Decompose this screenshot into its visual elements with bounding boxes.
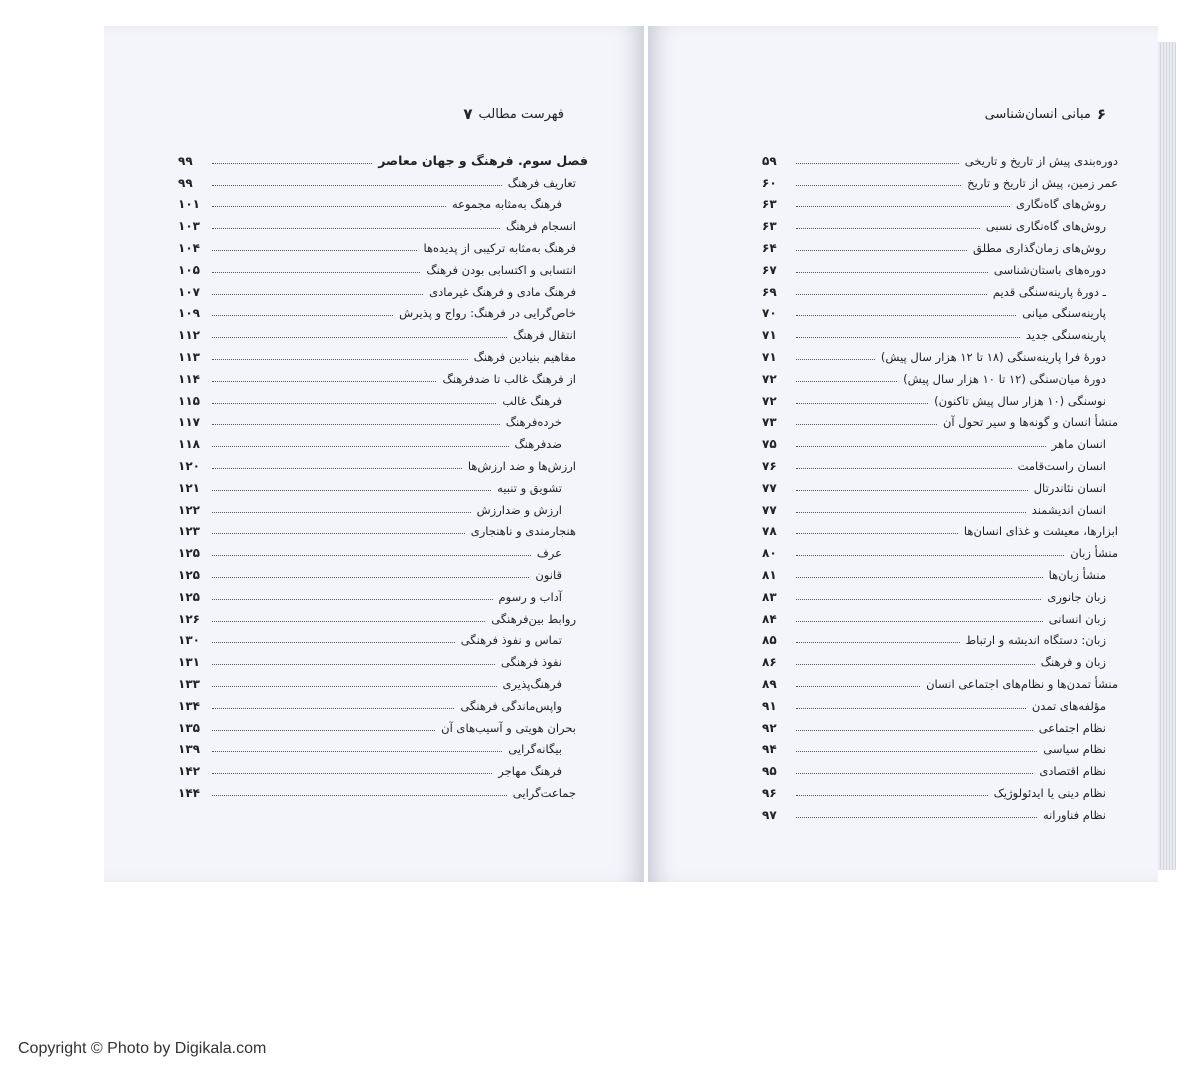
toc-entry-title: جماعت‌گرایی <box>512 785 576 800</box>
toc-entry <box>762 451 1118 473</box>
toc-entry <box>178 211 588 233</box>
header-title: فهرست مطالب <box>478 106 564 122</box>
dot-leader <box>212 533 465 534</box>
toc-entry-page: ۱۲۵ <box>178 546 200 561</box>
dot-leader <box>212 686 497 687</box>
toc-entry-page: ۱۳۹ <box>178 742 200 757</box>
toc-entry-title: ضدفرهنگ <box>514 437 562 452</box>
toc-entry <box>762 691 1118 713</box>
toc-entry-page: ۱۳۴ <box>178 698 200 713</box>
toc-entry-title: فرهنگ مهاجر <box>498 764 562 779</box>
toc-entry <box>762 386 1118 408</box>
toc-entry-title: خرده‌فرهنگ <box>505 415 562 430</box>
toc-entry <box>178 560 588 582</box>
dot-leader <box>796 381 897 382</box>
dot-leader <box>212 337 507 338</box>
toc-entry <box>178 451 588 473</box>
dot-leader <box>212 795 507 796</box>
toc-entry <box>762 255 1118 277</box>
toc-entry-page: ۱۱۳ <box>178 349 200 364</box>
toc-entry-page: ۹۲ <box>762 720 777 735</box>
toc-entry <box>762 560 1118 582</box>
page-edges <box>1158 42 1176 870</box>
toc-entry-title: زبان جانوری <box>1047 589 1106 604</box>
toc-entry-page: ۷۶ <box>762 458 777 473</box>
toc-entry-title: تعاریف فرهنگ <box>507 175 576 190</box>
toc-entry <box>178 604 588 626</box>
dot-leader <box>212 359 468 360</box>
toc-entry-page: ۷۲ <box>762 371 777 386</box>
toc-entry <box>762 473 1118 495</box>
table-of-contents <box>178 146 588 800</box>
page-header <box>463 104 564 124</box>
toc-entry-title: عمر زمین، پیش از تاریخ و تاریخ <box>967 175 1118 190</box>
dot-leader <box>796 642 960 643</box>
toc-entry <box>762 211 1118 233</box>
toc-entry <box>762 713 1118 735</box>
dot-leader <box>212 642 455 643</box>
toc-entry-title: نظام اقتصادی <box>1039 764 1106 779</box>
dot-leader <box>796 272 988 273</box>
toc-entry-page: ۱۴۴ <box>178 785 200 800</box>
dot-leader <box>212 228 500 229</box>
toc-entry <box>762 277 1118 299</box>
toc-entry <box>762 647 1118 669</box>
toc-entry-page: ۱۲۵ <box>178 567 200 582</box>
toc-entry-title: روابط بین‌فرهنگی <box>491 611 576 626</box>
toc-entry <box>762 190 1118 212</box>
dot-leader <box>796 599 1041 600</box>
page-header <box>985 104 1106 124</box>
toc-entry-title: تشویق و تنبیه <box>497 480 562 495</box>
toc-entry <box>762 342 1118 364</box>
toc-entry <box>762 299 1118 321</box>
toc-entry-page: ۱۰۵ <box>178 262 200 277</box>
toc-entry-page: ۹۹ <box>178 175 193 190</box>
toc-entry <box>178 778 588 800</box>
dot-leader <box>796 446 1046 447</box>
toc-entry-title: پارینه‌سنگی میانی <box>1022 306 1106 321</box>
toc-entry-page: ۱۰۳ <box>178 219 200 234</box>
dot-leader <box>212 664 495 665</box>
toc-entry-page: ۹۵ <box>762 764 777 779</box>
dot-leader <box>212 424 500 425</box>
toc-entry <box>178 255 588 277</box>
table-of-contents <box>762 146 1118 822</box>
toc-entry-title: انتقال فرهنگ <box>513 328 576 343</box>
page-number: ۷ <box>463 105 473 123</box>
toc-entry-title: انسان ماهر <box>1051 437 1106 452</box>
toc-entry-page: ۶۴ <box>762 240 777 255</box>
header-title: مبانی انسان‌شناسی <box>984 106 1091 122</box>
dot-leader <box>796 555 1064 556</box>
toc-entry-title: روش‌های گاه‌نگاری نسبی <box>985 219 1106 234</box>
toc-entry-page: ۹۹ <box>178 153 193 168</box>
dot-leader <box>796 577 1043 578</box>
right-page <box>648 26 1158 882</box>
toc-entry-page: ۱۲۰ <box>178 458 200 473</box>
toc-entry-title: ارزش‌ها و ضد ارزش‌ها <box>467 458 576 473</box>
toc-entry-title: بحران هویتی و آسیب‌های آن <box>441 720 576 735</box>
dot-leader <box>212 577 529 578</box>
toc-entry <box>178 647 588 669</box>
toc-entry-page: ۱۴۲ <box>178 764 200 779</box>
dot-leader <box>796 468 1012 469</box>
toc-entry-page: ۱۳۰ <box>178 633 200 648</box>
toc-entry-title: زبان: دستگاه اندیشه و ارتباط <box>965 633 1106 648</box>
dot-leader <box>796 817 1037 818</box>
dot-leader <box>212 446 509 447</box>
toc-entry <box>762 538 1118 560</box>
toc-entry-page: ۷۰ <box>762 306 777 321</box>
toc-entry <box>178 582 588 604</box>
toc-entry-title: نظام سیاسی <box>1043 742 1106 757</box>
toc-entry <box>178 517 588 539</box>
dot-leader <box>212 555 531 556</box>
toc-entry-title: انتسابی و اکتسابی بودن فرهنگ <box>426 262 576 277</box>
toc-entry <box>762 233 1118 255</box>
toc-entry <box>762 604 1118 626</box>
toc-entry <box>762 582 1118 604</box>
toc-entry-title: انسجام فرهنگ <box>505 219 576 234</box>
dot-leader <box>796 163 959 164</box>
toc-entry <box>762 168 1118 190</box>
toc-entry-title: نفوذ فرهنگی <box>500 655 562 670</box>
toc-entry-title: دوره‌بندی پیش از تاریخ و تاریخی <box>964 153 1118 168</box>
toc-entry-title: نظام فناورانه <box>1042 807 1106 822</box>
toc-entry <box>178 691 588 713</box>
dot-leader <box>796 490 1028 491</box>
dot-leader <box>212 206 446 207</box>
toc-entry-title: نوسنگی (۱۰ هزار سال پیش تاکنون) <box>934 393 1106 408</box>
toc-entry <box>178 233 588 255</box>
toc-entry-title: روش‌های گاه‌نگاری <box>1016 197 1106 212</box>
dot-leader <box>796 533 958 534</box>
dot-leader <box>796 337 1020 338</box>
toc-entry-page: ۶۹ <box>762 284 777 299</box>
toc-entry-title: فرهنگ به‌مثابه ترکیبی از پدیده‌ها <box>423 240 576 255</box>
toc-entry-page: ۱۱۷ <box>178 415 200 430</box>
dot-leader <box>796 185 961 186</box>
toc-entry <box>178 320 588 342</box>
toc-entry-title: نظام دینی یا ایدئولوژیک <box>993 785 1106 800</box>
toc-entry-page: ۸۵ <box>762 633 777 648</box>
toc-entry-page: ۷۳ <box>762 415 777 430</box>
toc-entry <box>762 669 1118 691</box>
toc-entry-title: دورهٔ فرا پارینه‌سنگی (۱۸ تا ۱۲ هزار سال پیش) <box>880 349 1106 364</box>
toc-entry <box>178 146 588 168</box>
toc-entry-page: ۹۴ <box>762 742 777 757</box>
toc-entry-page: ۱۰۹ <box>178 306 200 321</box>
page-number: ۶ <box>1096 105 1106 123</box>
toc-entry-title: تماس و نفوذ فرهنگی <box>460 633 562 648</box>
toc-entry <box>762 735 1118 757</box>
toc-entry-title: بیگانه‌گرایی <box>508 742 562 757</box>
toc-entry-page: ۱۱۵ <box>178 393 200 408</box>
toc-entry-title: نظام اجتماعی <box>1038 720 1106 735</box>
toc-entry <box>762 800 1118 822</box>
toc-entry-title: ابزارها، معیشت و غذای انسان‌ها <box>963 524 1118 539</box>
toc-entry-title: فصل سوم. فرهنگ و جهان معاصر <box>378 152 588 168</box>
toc-entry <box>178 429 588 451</box>
toc-entry-page: ۵۹ <box>762 153 777 168</box>
toc-entry-page: ۷۲ <box>762 393 777 408</box>
toc-entry-page: ۱۲۱ <box>178 480 200 495</box>
toc-entry <box>762 320 1118 342</box>
toc-entry <box>762 495 1118 517</box>
toc-entry-page: ۹۶ <box>762 785 777 800</box>
toc-entry <box>762 364 1118 386</box>
toc-entry <box>178 342 588 364</box>
dot-leader <box>212 512 471 513</box>
toc-entry-title: مؤلفه‌های تمدن <box>1031 698 1106 713</box>
toc-entry-page: ۸۱ <box>762 567 777 582</box>
toc-entry <box>178 473 588 495</box>
dot-leader <box>212 272 420 273</box>
toc-entry <box>178 713 588 735</box>
toc-entry <box>762 778 1118 800</box>
dot-leader <box>212 403 496 404</box>
toc-entry-title: ـ دورهٔ پارینه‌سنگی قدیم <box>992 284 1106 299</box>
toc-entry-page: ۱۲۶ <box>178 611 200 626</box>
dot-leader <box>796 250 967 251</box>
toc-entry-page: ۱۱۸ <box>178 437 200 452</box>
toc-entry <box>178 669 588 691</box>
toc-entry-title: منشأ زبان‌ها <box>1048 567 1106 582</box>
toc-entry-title: قانون <box>535 567 562 582</box>
toc-entry-page: ۱۱۲ <box>178 328 200 343</box>
dot-leader <box>796 686 920 687</box>
toc-entry <box>762 429 1118 451</box>
dot-leader <box>212 185 502 186</box>
toc-entry <box>178 190 588 212</box>
toc-entry <box>178 168 588 190</box>
dot-leader <box>212 381 436 382</box>
toc-entry-page: ۹۷ <box>762 807 777 822</box>
dot-leader <box>796 206 1010 207</box>
toc-entry <box>762 756 1118 778</box>
toc-entry-page: ۱۰۱ <box>178 197 200 212</box>
toc-entry <box>178 364 588 386</box>
toc-entry-page: ۱۳۳ <box>178 676 200 691</box>
dot-leader <box>212 751 502 752</box>
toc-entry-page: ۱۰۷ <box>178 284 200 299</box>
dot-leader <box>796 403 928 404</box>
toc-entry-title: انسان نئاندرتال <box>1033 480 1106 495</box>
toc-entry-title: از فرهنگ غالب تا ضدفرهنگ <box>442 371 576 386</box>
toc-entry-title: منشأ تمدن‌ها و نظام‌های اجتماعی انسان <box>926 676 1118 691</box>
dot-leader <box>796 621 1043 622</box>
toc-entry-page: ۱۱۴ <box>178 371 200 386</box>
toc-entry-title: زبان و فرهنگ <box>1040 655 1106 670</box>
toc-entry-page: ۱۲۵ <box>178 589 200 604</box>
toc-entry-page: ۸۳ <box>762 589 777 604</box>
toc-entry <box>762 626 1118 648</box>
toc-entry-page: ۶۰ <box>762 175 777 190</box>
toc-entry-title: واپس‌ماندگی فرهنگی <box>460 698 562 713</box>
dot-leader <box>212 730 435 731</box>
toc-entry-page: ۷۵ <box>762 437 777 452</box>
left-page <box>104 26 644 882</box>
toc-entry-title: منشأ زبان <box>1070 546 1118 561</box>
toc-entry-page: ۸۶ <box>762 655 777 670</box>
toc-entry-page: ۷۸ <box>762 524 777 539</box>
toc-entry-title: پارینه‌سنگی جدید <box>1025 328 1106 343</box>
dot-leader <box>212 773 492 774</box>
open-book <box>104 26 1184 886</box>
toc-entry-title: مفاهیم بنیادین فرهنگ <box>473 349 576 364</box>
toc-entry <box>178 756 588 778</box>
toc-entry-title: هنجارمندی و ناهنجاری <box>470 524 576 539</box>
toc-entry-page: ۸۰ <box>762 546 777 561</box>
copyright-watermark: Copyright © Photo by Digikala.com <box>18 1040 267 1057</box>
toc-entry-title: فرهنگ‌پذیری <box>502 676 562 691</box>
toc-entry <box>178 408 588 430</box>
dot-leader <box>212 250 417 251</box>
dot-leader <box>796 773 1033 774</box>
toc-entry <box>762 517 1118 539</box>
toc-entry-page: ۸۹ <box>762 676 777 691</box>
toc-entry-title: فرهنگ غالب <box>502 393 562 408</box>
toc-entry-page: ۶۳ <box>762 219 777 234</box>
toc-entry-page: ۹۱ <box>762 698 777 713</box>
dot-leader <box>796 424 937 425</box>
dot-leader <box>796 708 1026 709</box>
dot-leader <box>796 294 987 295</box>
toc-entry-page: ۷۷ <box>762 502 777 517</box>
dot-leader <box>796 512 1026 513</box>
dot-leader <box>212 294 423 295</box>
toc-entry-page: ۱۲۲ <box>178 502 200 517</box>
toc-entry-page: ۱۲۳ <box>178 524 200 539</box>
toc-entry <box>178 495 588 517</box>
toc-entry-title: دورهٔ میان‌سنگی (۱۲ تا ۱۰ هزار سال پیش) <box>903 371 1106 386</box>
toc-entry <box>178 538 588 560</box>
toc-entry-title: روش‌های زمان‌گذاری مطلق <box>973 240 1106 255</box>
toc-entry <box>762 146 1118 168</box>
toc-entry-title: فرهنگ مادی و فرهنگ غیرمادی <box>429 284 576 299</box>
dot-leader <box>212 599 493 600</box>
toc-entry-page: ۷۱ <box>762 328 777 343</box>
toc-entry <box>178 735 588 757</box>
toc-entry-title: دوره‌های باستان‌شناسی <box>993 262 1106 277</box>
toc-entry-page: ۷۱ <box>762 349 777 364</box>
toc-entry <box>178 299 588 321</box>
dot-leader <box>796 359 875 360</box>
dot-leader <box>796 795 988 796</box>
dot-leader <box>212 315 393 316</box>
dot-leader <box>212 163 372 164</box>
toc-entry-page: ۶۳ <box>762 197 777 212</box>
toc-entry <box>178 626 588 648</box>
dot-leader <box>212 621 485 622</box>
dot-leader <box>212 490 491 491</box>
toc-entry-page: ۸۴ <box>762 611 777 626</box>
toc-entry-title: ارزش و ضدارزش <box>476 502 562 517</box>
toc-entry-title: عرف <box>536 546 562 561</box>
dot-leader <box>796 315 1016 316</box>
toc-entry-title: انسان اندیشمند <box>1031 502 1106 517</box>
toc-entry-title: آداب و رسوم <box>498 589 562 604</box>
toc-entry-page: ۶۷ <box>762 262 777 277</box>
toc-entry-page: ۱۰۴ <box>178 240 200 255</box>
dot-leader <box>796 228 980 229</box>
toc-entry-page: ۷۷ <box>762 480 777 495</box>
toc-entry-title: منشأ انسان و گونه‌ها و سیر تحول آن <box>942 415 1118 430</box>
toc-entry-title: فرهنگ به‌مثابه مجموعه <box>451 197 562 212</box>
toc-entry <box>178 386 588 408</box>
toc-entry <box>762 408 1118 430</box>
toc-entry-title: انسان راست‌قامت <box>1017 458 1106 473</box>
toc-entry-title: زبان انسانی <box>1048 611 1106 626</box>
toc-entry-page: ۱۳۵ <box>178 720 200 735</box>
dot-leader <box>212 468 462 469</box>
dot-leader <box>212 708 454 709</box>
dot-leader <box>796 664 1035 665</box>
toc-entry-page: ۱۳۱ <box>178 655 200 670</box>
toc-entry <box>178 277 588 299</box>
dot-leader <box>796 751 1037 752</box>
dot-leader <box>796 730 1033 731</box>
toc-entry-title: خاص‌گرایی در فرهنگ: رواج و پذیرش <box>399 306 576 321</box>
